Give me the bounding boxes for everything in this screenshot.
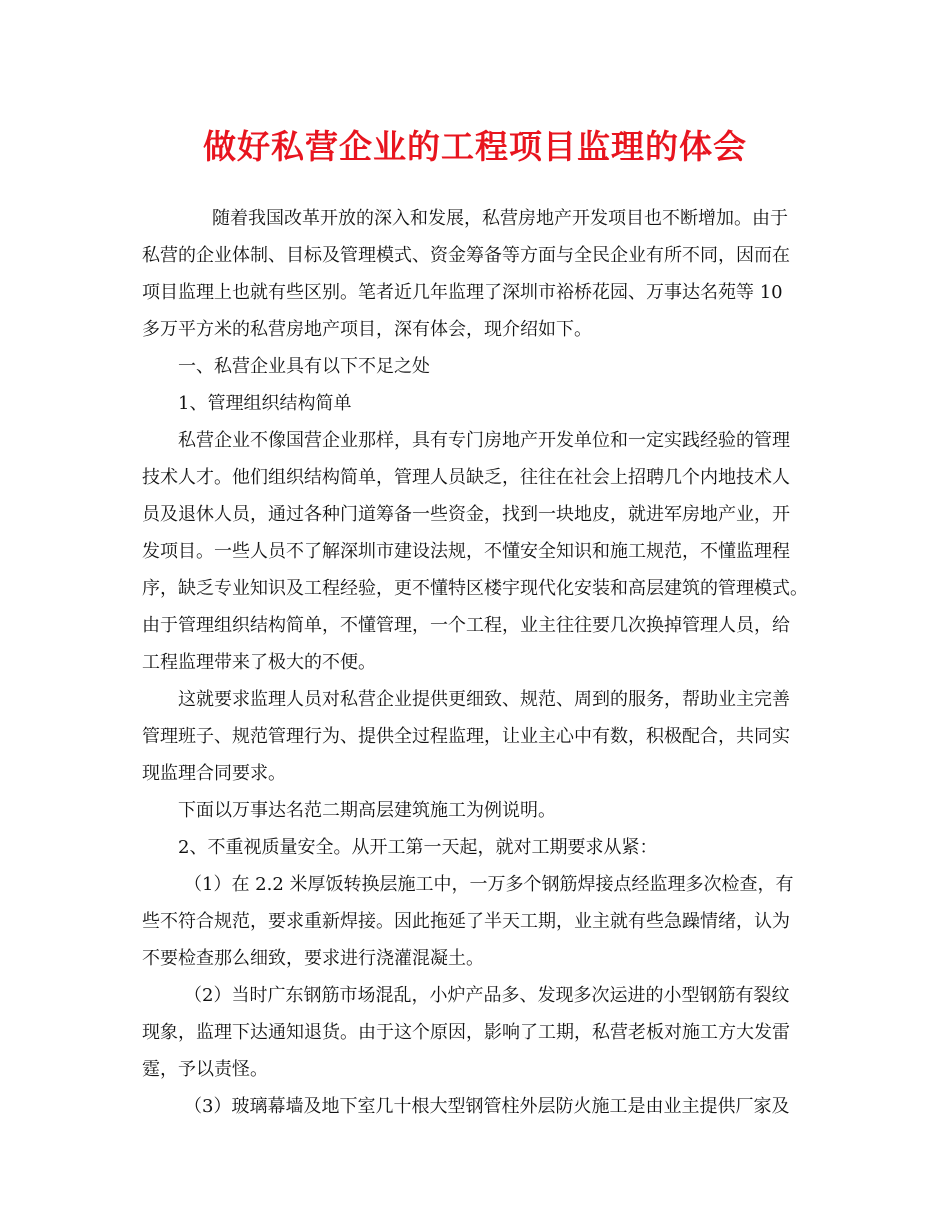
text-line: 发项目。一些人员不了解深圳市建设法规，不懂安全知识和施工规范，不懂监理程 bbox=[142, 541, 790, 562]
text-line: 多万平方米的私营房地产项目，深有体会，现介绍如下。 bbox=[142, 319, 592, 340]
text-line: 下面以万事达名范二期高层建筑施工为例说明。 bbox=[178, 800, 556, 821]
text-line: 员及退休人员，通过各种门道筹备一些资金，找到一块地皮，就进军房地产业，开 bbox=[142, 504, 790, 525]
section-heading: 一、私营企业具有以下不足之处 bbox=[178, 356, 430, 377]
subsection-heading: 2、不重视质量安全。从开工第一天起，就对工期要求从紧： bbox=[178, 837, 658, 858]
text-line: 现象，监理下达通知退货。由于这个原因，影响了工期，私营老板对施工方大发雷 bbox=[142, 1022, 790, 1043]
text-line: 由于管理组织结构简单，不懂管理，一个工程，业主往往要几次换掉管理人员，给 bbox=[142, 615, 790, 636]
text-line: 些不符合规范，要求重新焊接。因此拖延了半天工期，业主就有些急躁情绪，认为 bbox=[142, 911, 790, 932]
text-line: （1）在 2.2 米厚饭转换层施工中，一万多个钢筋焊接点经监理多次检查，有 bbox=[184, 874, 794, 895]
text-line: （3）玻璃幕墙及地下室几十根大型钢管柱外层防火施工是由业主提供厂家及 bbox=[184, 1096, 790, 1117]
subsection-heading: 1、管理组织结构简单 bbox=[178, 393, 352, 414]
text-line: 霆，予以责怪。 bbox=[142, 1059, 268, 1080]
document-body bbox=[142, 200, 812, 1125]
text-line: 序，缺乏专业知识及工程经验，更不懂特区楼宇现代化安装和高层建筑的管理模式。 bbox=[142, 578, 808, 599]
text-line: 管理班子、规范管理行为、提供全过程监理，让业主心中有数，积极配合，共同实 bbox=[142, 726, 790, 747]
text-line: （2）当时广东钢筋市场混乱，小炉产品多、发现多次运进的小型钢筋有裂纹 bbox=[184, 985, 790, 1006]
text-line: 随着我国改革开放的深入和发展，私营房地产开发项目也不断增加。由于 bbox=[212, 208, 788, 229]
text-line: 私营的企业体制、目标及管理模式、资金筹备等方面与全民企业有所不同，因而在 bbox=[142, 245, 790, 266]
text-line: 现监理合同要求。 bbox=[142, 763, 286, 784]
text-line: 技术人才。他们组织结构简单，管理人员缺乏，往往在社会上招聘几个内地技术人 bbox=[142, 467, 790, 488]
document-title: 做好私营企业的工程项目监理的体会 bbox=[203, 127, 747, 166]
text-line: 项目监理上也就有些区别。笔者近几年监理了深圳市裕桥花园、万事达名苑等 10 bbox=[142, 282, 783, 303]
text-line: 私营企业不像国营企业那样，具有专门房地产开发单位和一定实践经验的管理 bbox=[178, 430, 790, 451]
text-line: 这就要求监理人员对私营企业提供更细致、规范、周到的服务，帮助业主完善 bbox=[178, 689, 790, 710]
text-line: 工程监理带来了极大的不便。 bbox=[142, 652, 376, 673]
text-line: 不要检查那么细致，要求进行浇灌混凝土。 bbox=[142, 948, 484, 969]
